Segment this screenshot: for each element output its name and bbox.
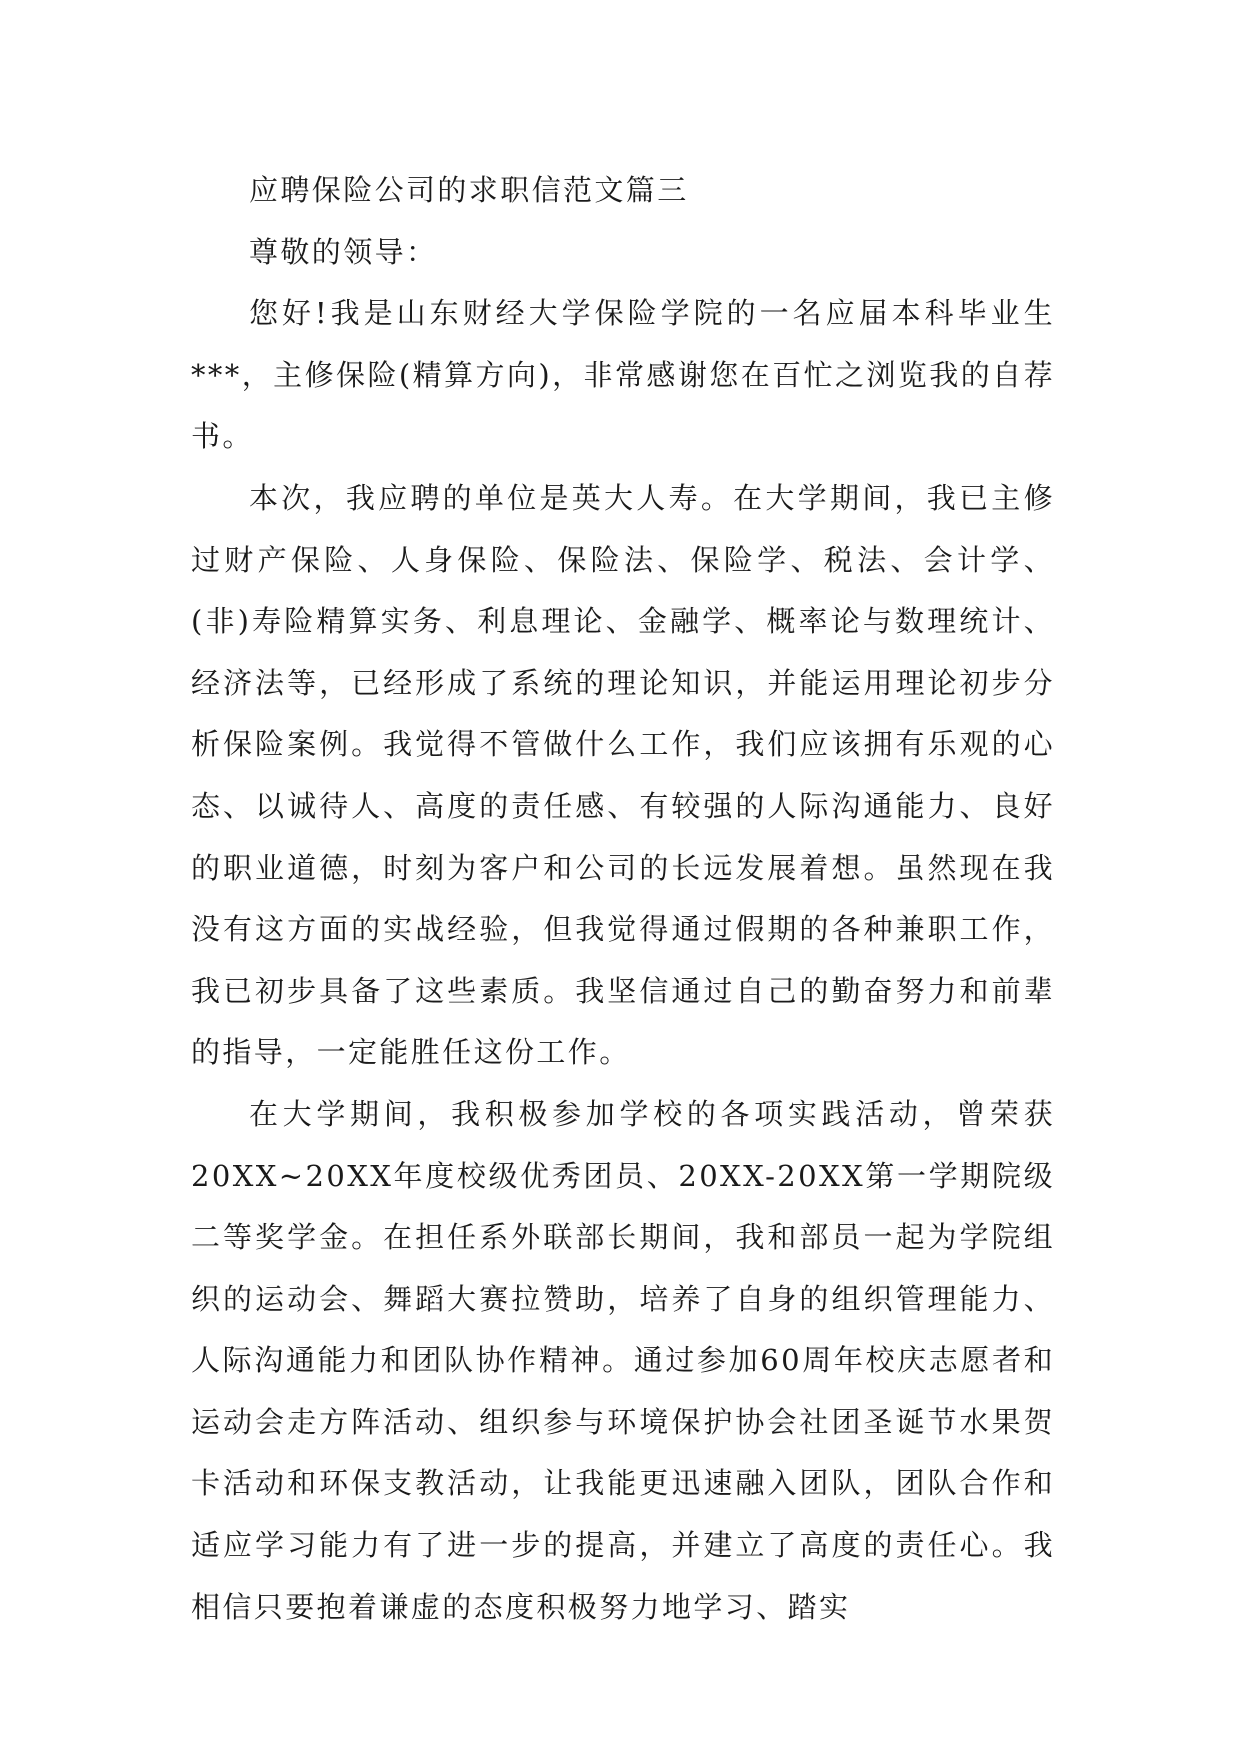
document-title: 应聘保险公司的求职信范文篇三 bbox=[249, 173, 689, 207]
document-body bbox=[191, 160, 1055, 1638]
salutation: 尊敬的领导： bbox=[249, 234, 438, 269]
paragraph-intro: 您好!我是山东财经大学保险学院的一名应届本科毕业生***，主修保险(精算方向)，非常感谢您在百忙之浏览我的自荐书。 bbox=[191, 296, 1055, 454]
paragraph-activities: 在大学期间，我积极参加学校的各项实践活动，曾荣获20XX~20XX年度校级优秀团员、20XX-20XX第一学期院级二等奖学金。在担任系外联部长期间，我和部员一起为学院组织的运动会、舞蹈大赛拉赞助，培养了自身的组织管理能力、人际沟通能力和团队协作精神。通过参加60周年校庆志愿者和运动会走方阵活动、组织参与环境保护协会社团圣诞节水果贺卡活动和环保支教活动，让我能更迅速融入团队，团队合作和适应学习能力有了进一步的提高，并建立了高度的责任心。我相信只要抱着谦虚的态度积极努力地学习、踏实 bbox=[191, 1096, 1055, 1624]
paragraph-studies: 本次，我应聘的单位是英大人寿。在大学期间，我已主修过财产保险、人身保险、保险法、保险学、税法、会计学、(非)寿险精算实务、利息理论、金融学、概率论与数理统计、经济法等，已经形成了系统的理论知识，并能运用理论初步分析保险案例。我觉得不管做什么工作，我们应该拥有乐观的心态、以诚待人、高度的责任感、有较强的人际沟通能力、良好的职业道德，时刻为客户和公司的长远发展着想。虽然现在我没有这方面的实战经验，但我觉得通过假期的各种兼职工作，我已初步具备了这些素质。我坚信通过自己的勤奋努力和前辈的指导，一定能胜任这份工作。 bbox=[191, 480, 1055, 1070]
